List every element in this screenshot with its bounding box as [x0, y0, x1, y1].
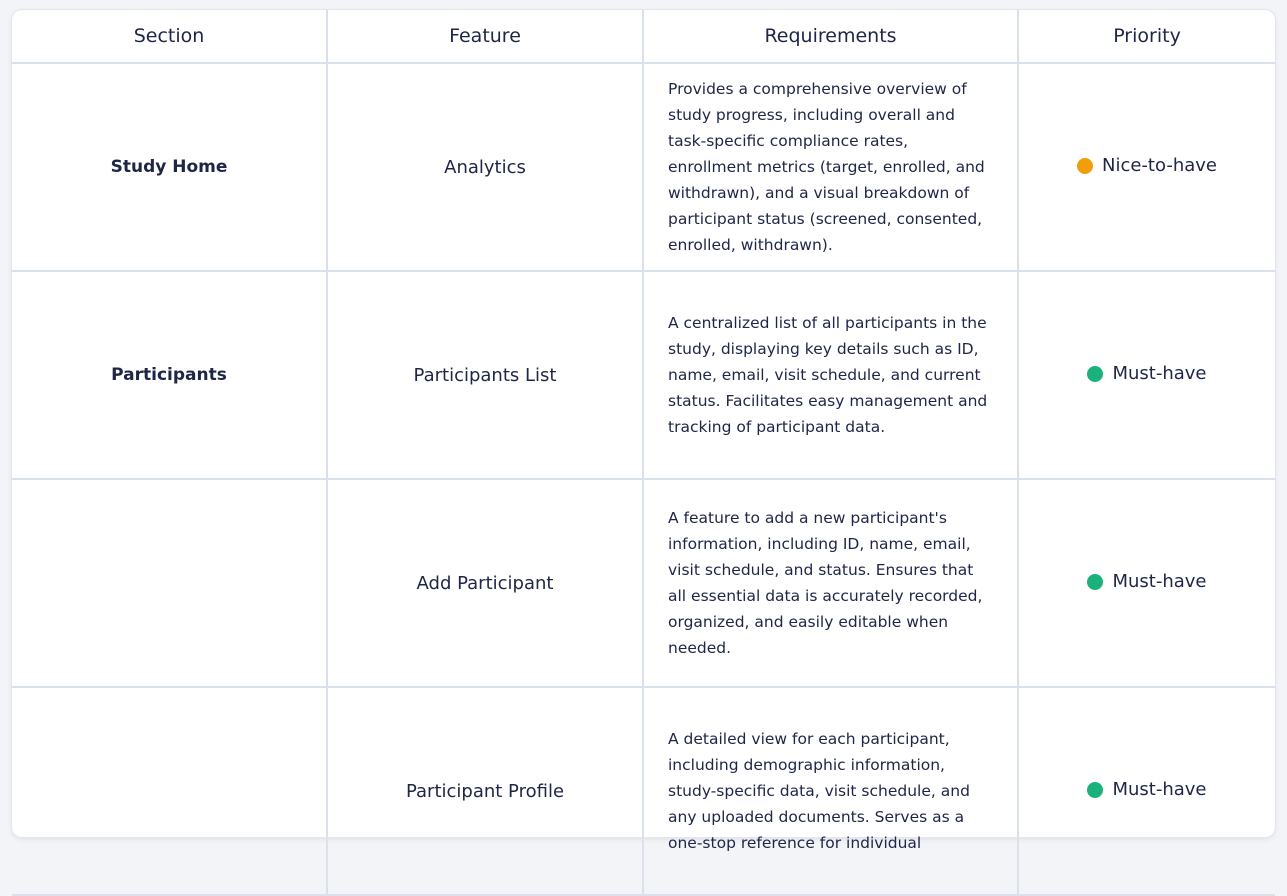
feature-cell: Participant Profile — [327, 687, 643, 895]
section-cell — [12, 479, 327, 687]
column-header-requirements: Requirements — [643, 10, 1018, 63]
column-header-section: Section — [12, 10, 327, 63]
priority-badge — [1087, 571, 1206, 592]
priority-label: Must-have — [1112, 571, 1207, 593]
priority-cell — [1018, 63, 1275, 271]
requirements-cell: A centralized list of all participants in the study, displaying key details such as ID, name, email, visit schedule, and current status. Facilitates easy management and tracking of participant data. — [643, 271, 1018, 479]
priority-label: Must-have — [1112, 363, 1207, 385]
requirements-cell: A feature to add a new participant's information, including ID, name, email, visit schedule, and status. Ensures that all essential data is accurately recorded, organized, and easily editable when needed. — [643, 479, 1018, 687]
priority-badge — [1077, 155, 1217, 176]
section-cell: Participants — [12, 271, 327, 479]
priority-badge — [1087, 363, 1206, 384]
priority-label: Nice-to-have — [1102, 155, 1217, 177]
requirements-table-card — [12, 10, 1275, 852]
column-header-priority: Priority — [1018, 10, 1275, 63]
table-row — [12, 479, 1275, 687]
requirements-table — [12, 10, 1275, 896]
table-row — [12, 271, 1275, 479]
priority-dot-icon — [1087, 782, 1103, 798]
requirements-cell: Provides a comprehensive overview of study progress, including overall and task-specific compliance rates, enrollment metrics (target, enrolled, and withdrawn), and a visual breakdown of participant status (screened, consented, enrolled, withdrawn). — [643, 63, 1018, 271]
section-cell: Study Home — [12, 63, 327, 271]
priority-cell — [1018, 271, 1275, 479]
priority-dot-icon — [1087, 366, 1103, 382]
feature-cell: Participants List — [327, 271, 643, 479]
priority-dot-icon — [1087, 574, 1103, 590]
priority-badge — [1087, 779, 1206, 800]
table-header-row — [12, 10, 1275, 63]
priority-cell — [1018, 479, 1275, 687]
table-row — [12, 63, 1275, 271]
priority-dot-icon — [1077, 158, 1093, 174]
table-row — [12, 687, 1275, 895]
column-header-feature: Feature — [327, 10, 643, 63]
requirements-cell: A detailed view for each participant, including demographic information, study-specific data, visit schedule, and any uploaded documents. Serves as a one-stop reference for individual — [643, 687, 1018, 895]
section-cell — [12, 687, 327, 895]
priority-label: Must-have — [1112, 779, 1207, 801]
feature-cell: Analytics — [327, 63, 643, 271]
feature-cell: Add Participant — [327, 479, 643, 687]
priority-cell — [1018, 687, 1275, 895]
